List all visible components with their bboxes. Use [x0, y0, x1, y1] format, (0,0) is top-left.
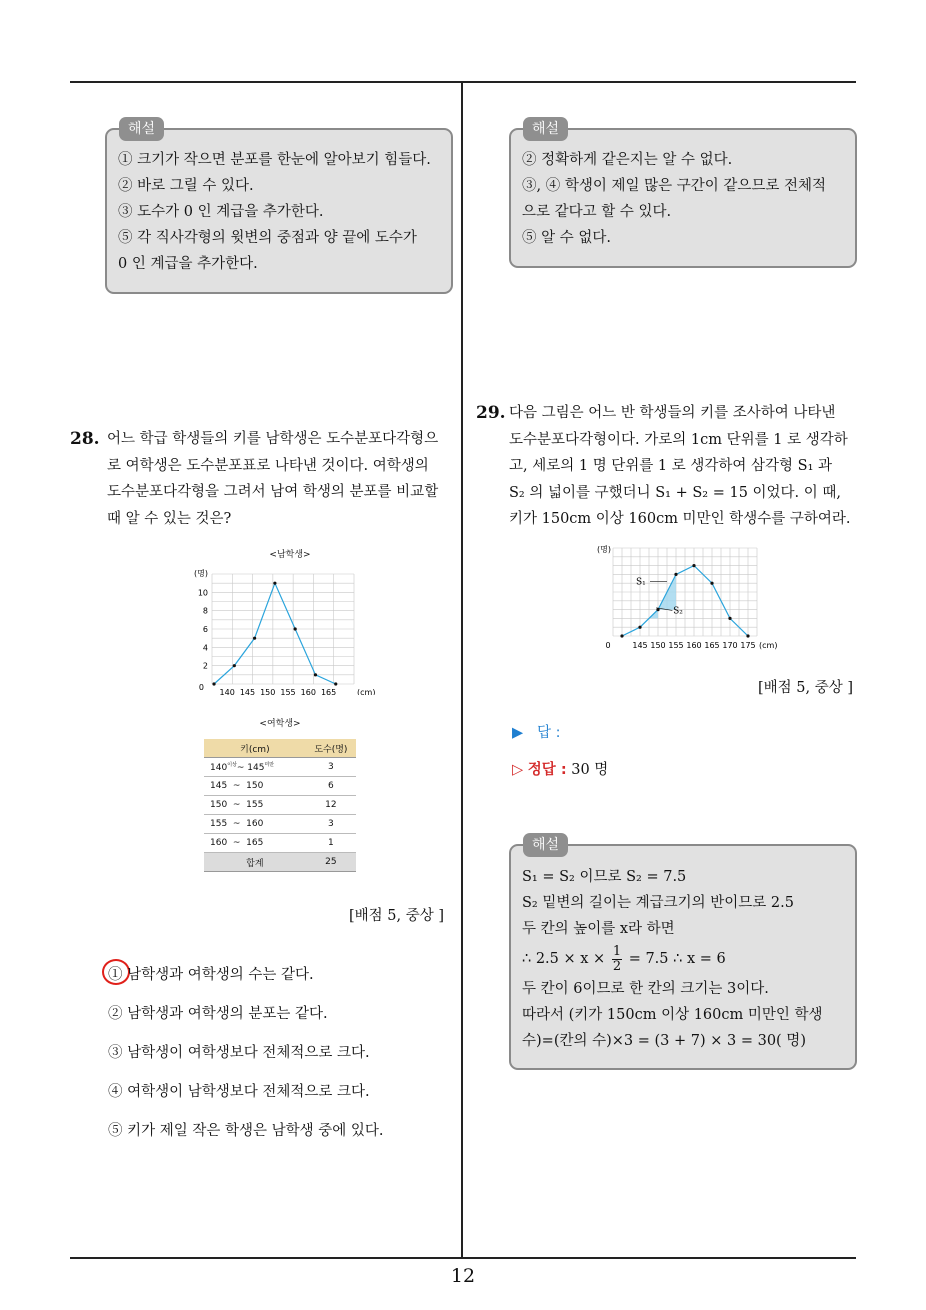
question-number-29: 29.	[476, 403, 506, 423]
explanation-line-fraction: ∴ 2.5 × x × $\frac{1}{2}$ = 7.5 ∴ x = 6	[522, 943, 726, 974]
y-tick-label: 6	[202, 625, 208, 634]
x-tick-label: 160	[300, 688, 316, 695]
table-row: $140^{이상}\sim$ $145^{미만}$ 3	[204, 758, 356, 777]
y-tick-label: 0	[198, 683, 204, 692]
correct-answer-row	[512, 758, 608, 779]
male-chart-caption: <남학생>	[269, 550, 311, 560]
table-row: 160 ~ 165 1	[204, 834, 356, 853]
explanation-line: ⑤ 각 직사각형의 윗변의 중점과 양 끝에 도수가	[118, 230, 417, 246]
data-point	[334, 682, 337, 685]
data-point	[212, 682, 215, 685]
question-29-text	[509, 400, 850, 533]
correct-value: 30 명	[571, 762, 609, 778]
data-point	[294, 627, 297, 630]
data-point	[692, 564, 695, 567]
score-label-29: [배점 5, 중상 ]	[758, 680, 854, 696]
question-line: 고, 세로의 1 명 단위를 1 로 생각하여 삼각형 S₁ 과	[509, 458, 833, 474]
data-point	[710, 582, 713, 585]
explanation-line: ② 바로 그릴 수 있다.	[118, 178, 254, 194]
question-line: S₂ 의 넓이를 구했더니 S₁ + S₂ = 15 이었다. 이 때,	[509, 484, 841, 501]
question-line: 다음 그림은 어느 반 학생들의 키를 조사하여 나타낸	[509, 405, 836, 421]
y-axis-unit: (명)	[194, 569, 208, 578]
explanation-line: S₂ 밑변의 길이는 계급크기의 반이므로 2.5	[522, 895, 794, 911]
question-number-28: 28.	[70, 429, 100, 449]
explanation-line: 두 칸의 높이를 x라 하면	[522, 921, 675, 937]
x-axis-unit: (cm)	[759, 641, 778, 650]
data-point	[728, 617, 731, 620]
x-tick-label: 140	[219, 688, 235, 695]
explanation-line: ① 크기가 작으면 분포를 한눈에 알아보기 힘들다.	[118, 152, 431, 168]
y-tick-label: 8	[202, 606, 208, 616]
top-rule	[70, 81, 856, 83]
explanation-tag: 해설	[523, 833, 568, 857]
s1-label: S₁	[636, 577, 646, 588]
female-frequency-table	[204, 739, 356, 872]
x-tick-label: 170	[722, 641, 738, 650]
question-line: 때 알 수 있는 것은?	[107, 510, 232, 527]
bottom-rule	[70, 1257, 856, 1259]
table-header: 키(cm)	[204, 739, 306, 758]
data-point	[638, 626, 641, 629]
explanation-line: 수)=(칸의 수)×3 = (3 + 7) × 3 = 30( 명)	[522, 1033, 806, 1049]
explanation-line: S₁ = S₂ 이므로 S₂ = 7.5	[522, 869, 687, 885]
data-point	[253, 637, 256, 640]
option-2[interactable]: ② 남학생과 여학생의 분포는 같다.	[108, 1006, 328, 1022]
page-number: 12	[450, 1265, 476, 1287]
answer-arrow-icon: ▶	[512, 725, 524, 741]
x-tick-label: 155	[280, 688, 296, 695]
fraction: $\frac{1}{2}$	[612, 943, 622, 974]
y-tick-label: 4	[202, 643, 208, 653]
table-header: 도수(명)	[306, 739, 356, 758]
question-28-text	[107, 426, 438, 532]
explanation-tag: 해설	[119, 117, 164, 141]
explanation-box-left	[105, 121, 453, 294]
data-point	[233, 664, 236, 667]
option-4[interactable]: ④ 여학생이 남학생보다 전체적으로 크다.	[108, 1084, 370, 1100]
table-total-row: 합계 25	[204, 853, 356, 872]
explanation-line: 두 칸이 6이므로 한 칸의 크기는 3이다.	[522, 981, 769, 997]
option-3[interactable]: ③ 남학생이 여학생보다 전체적으로 크다.	[108, 1045, 370, 1061]
explanation-line: 으로 같다고 할 수 있다.	[522, 204, 672, 220]
column-divider	[461, 82, 463, 1258]
score-label-28: [배점 5, 중상 ]	[349, 908, 445, 924]
explanation-line: 따라서 (키가 150cm 이상 160cm 미만인 학생	[522, 1007, 823, 1023]
option-5[interactable]: ⑤ 키가 제일 작은 학생은 남학생 중에 있다.	[108, 1123, 384, 1139]
question-line: 로 여학생은 도수분포표로 나타낸 것이다. 여학생의	[107, 457, 429, 474]
question-line: 도수분포다각형이다. 가로의 1cm 단위를 1 로 생각하	[509, 431, 848, 448]
female-table-caption: <여학생>	[259, 719, 301, 729]
explanation-line: ③, ④ 학생이 제일 많은 구간이 같으므로 전체적	[522, 178, 826, 194]
explanation-box-29	[509, 837, 857, 1070]
data-point	[746, 634, 749, 637]
x-tick-label: 0	[605, 641, 611, 650]
explanation-line: ② 정확하게 같은지는 알 수 없다.	[522, 152, 733, 168]
table-row: 155 ~ 160 3	[204, 815, 356, 834]
answer-label: 답 :	[536, 725, 561, 741]
explanation-tag: 해설	[523, 117, 568, 141]
correct-arrow-icon: ▷	[512, 762, 524, 778]
x-tick-label: 145	[632, 641, 648, 650]
data-point	[314, 673, 317, 676]
y-tick-label: 10	[197, 588, 208, 598]
correct-label: 정답 :	[527, 762, 567, 778]
x-tick-label: 155	[668, 641, 684, 650]
s2-label: S₂	[673, 606, 683, 617]
question-line: 키가 150cm 이상 160cm 미만인 학생수를 구하여라.	[509, 511, 851, 527]
explanation-line: 0 인 계급을 추가한다.	[118, 256, 258, 272]
x-tick-label: 150	[260, 688, 276, 695]
x-tick-label: 165	[320, 688, 337, 695]
x-tick-label: 160	[686, 641, 702, 650]
question-line: 도수분포다각형을 그려서 남여 학생의 분포를 비교할	[107, 484, 439, 500]
question-line: 어느 학급 학생들의 키를 남학생은 도수분포다각형으	[107, 431, 439, 447]
answer-row	[512, 721, 561, 742]
data-point	[674, 573, 677, 576]
x-tick-label: 165	[704, 641, 720, 650]
x-axis-unit: (cm)	[357, 688, 376, 695]
male-frequency-polygon-chart	[190, 560, 380, 695]
y-axis-unit: (명)	[597, 545, 611, 554]
x-tick-label: 150	[650, 641, 666, 650]
y-tick-label: 2	[202, 661, 208, 671]
data-point	[620, 634, 623, 637]
x-tick-label: 175	[740, 641, 756, 650]
table-row: 150 ~ 155 12	[204, 796, 356, 815]
explanation-box-right	[509, 121, 857, 268]
data-point	[273, 582, 276, 585]
option-1[interactable]: ① 남학생과 여학생의 수는 같다.	[108, 967, 314, 983]
explanation-line: ③ 도수가 0 인 계급을 추가한다.	[118, 204, 324, 220]
explanation-line: ⑤ 알 수 없다.	[522, 230, 611, 246]
class-frequency-polygon-chart	[595, 540, 780, 655]
x-tick-label: 145	[239, 688, 256, 695]
table-row: 145 ~ 150 6	[204, 777, 356, 796]
